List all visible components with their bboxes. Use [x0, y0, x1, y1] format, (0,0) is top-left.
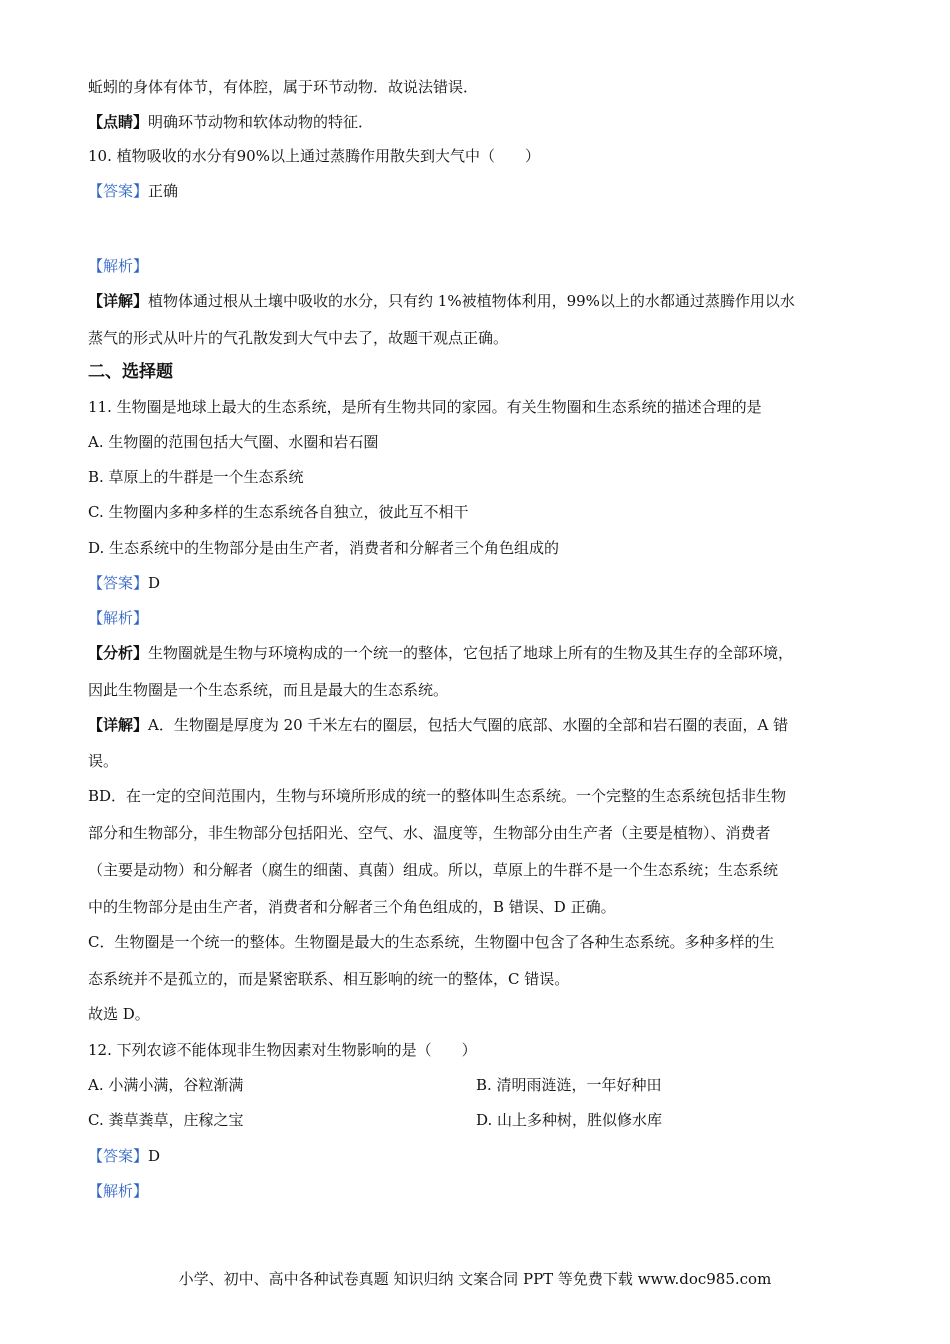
q10-answer-line [88, 181, 178, 201]
analysis-tag: 【解析】 [88, 257, 149, 275]
fenxi-tag: 【分析】 [88, 644, 149, 662]
option-b: B. 草原上的牛群是一个生态系统 [88, 468, 304, 486]
q12-options-row-1 [88, 1075, 864, 1095]
page-footer: 小学、初中、高中各种试卷真题 知识归纳 文案合同 PPT 等免费下载 www.doc985.com [178, 1270, 772, 1288]
answer-tag: 【答案】 [88, 182, 149, 200]
question-12: 12. 下列农谚不能体现非生物因素对生物影响的是（ ） [88, 1041, 477, 1059]
answer-tag: 【答案】 [88, 574, 149, 592]
dianjing-line [88, 112, 373, 132]
q11-c-line-2: 态系统并不是孤立的，而是紧密联系、相互影响的统一的整体，C 错误。 [88, 970, 570, 988]
analysis-tag: 【解析】 [88, 609, 149, 627]
q11-c-line-1: C．生物圈是一个统一的整体。生物圈是最大的生态系统，生物圈中包含了各种生态系统。多种多样的生 [88, 933, 775, 951]
question-11: 11. 生物圈是地球上最大的生态系统，是所有生物共同的家园。有关生物圈和生态系统的描述合理的是 [88, 398, 762, 416]
q11-fenxi-line-2: 因此生物圈是一个生态系统，而且是最大的生态系统。 [88, 681, 449, 699]
q11-fenxi-line-1 [88, 643, 793, 663]
answer-tag: 【答案】 [88, 1147, 149, 1165]
detail-text: 植物体通过根从土壤中吸收的水分，只有约 1%被植物体利用，99%以上的水都通过蒸腾作用以水 [148, 292, 795, 310]
dianjing-tag: 【点睛】 [88, 113, 149, 131]
q11-bd-line-4: 中的生物部分是由生产者，消费者和分解者三个角色组成的，B 错误、D 正确。 [88, 898, 616, 916]
q11-bd-line-1: BD．在一定的空间范围内，生物与环境所形成的统一的整体叫生态系统。一个完整的生态系统包括非生物 [88, 787, 787, 805]
option-d: D. 山上多种树，胜似修水库 [476, 1111, 663, 1129]
q11-detail-line-2: 误。 [88, 752, 119, 770]
option-c: C. 生物圈内多种多样的生态系统各自独立，彼此互不相干 [88, 503, 469, 521]
option-c: C. 粪草粪草，庄稼之宝 [88, 1111, 244, 1129]
q11-bd-line-2: 部分和生物部分，非生物部分包括阳光、空气、水、温度等，生物部分由生产者（主要是植物）、消费者 [88, 824, 771, 842]
q11-detail-line-1 [88, 715, 788, 735]
option-a: A. 小满小满，谷粒渐满 [88, 1076, 244, 1094]
text-line: 蚯蚓的身体有体节，有体腔，属于环节动物．故说法错误． [88, 78, 479, 96]
answer-value: 正确 [148, 182, 179, 200]
fenxi-text: 生物圈就是生物与环境构成的一个统一的整体，它包括了地球上所有的生物及其生存的全部环境， [148, 644, 794, 662]
q12-options-row-2 [88, 1110, 864, 1130]
detail-text: A．生物圈是厚度为 20 千米左右的圈层，包括大气圈的底部、水圈的全部和岩石圈的表面，A 错 [148, 716, 789, 734]
q11-answer-line [88, 573, 160, 593]
q11-select: 故选 D。 [88, 1005, 150, 1023]
option-d: D. 生态系统中的生物部分是由生产者，消费者和分解者三个角色组成的 [88, 539, 560, 557]
q10-detail-line-2: 蒸气的形式从叶片的气孔散发到大气中去了，故题干观点正确。 [88, 329, 509, 347]
q12-answer-line [88, 1146, 160, 1166]
section-heading: 二、选择题 [88, 362, 173, 382]
analysis-tag: 【解析】 [88, 1182, 149, 1200]
dianjing-text: 明确环节动物和软体动物的特征． [148, 113, 374, 131]
answer-value: D [148, 1147, 161, 1165]
answer-value: D [148, 574, 161, 592]
option-a: A. 生物圈的范围包括大气圈、水圈和岩石圈 [88, 433, 379, 451]
option-b: B. 清明雨涟涟，一年好种田 [476, 1076, 662, 1094]
question-10: 10. 植物吸收的水分有90%以上通过蒸腾作用散失到大气中（ ） [88, 147, 540, 165]
detail-tag: 【详解】 [88, 716, 149, 734]
detail-tag: 【详解】 [88, 292, 149, 310]
q10-detail-line-1 [88, 291, 795, 311]
q11-bd-line-3: （主要是动物）和分解者（腐生的细菌、真菌）组成。所以，草原上的牛群不是一个生态系统；生态系统 [88, 861, 779, 879]
